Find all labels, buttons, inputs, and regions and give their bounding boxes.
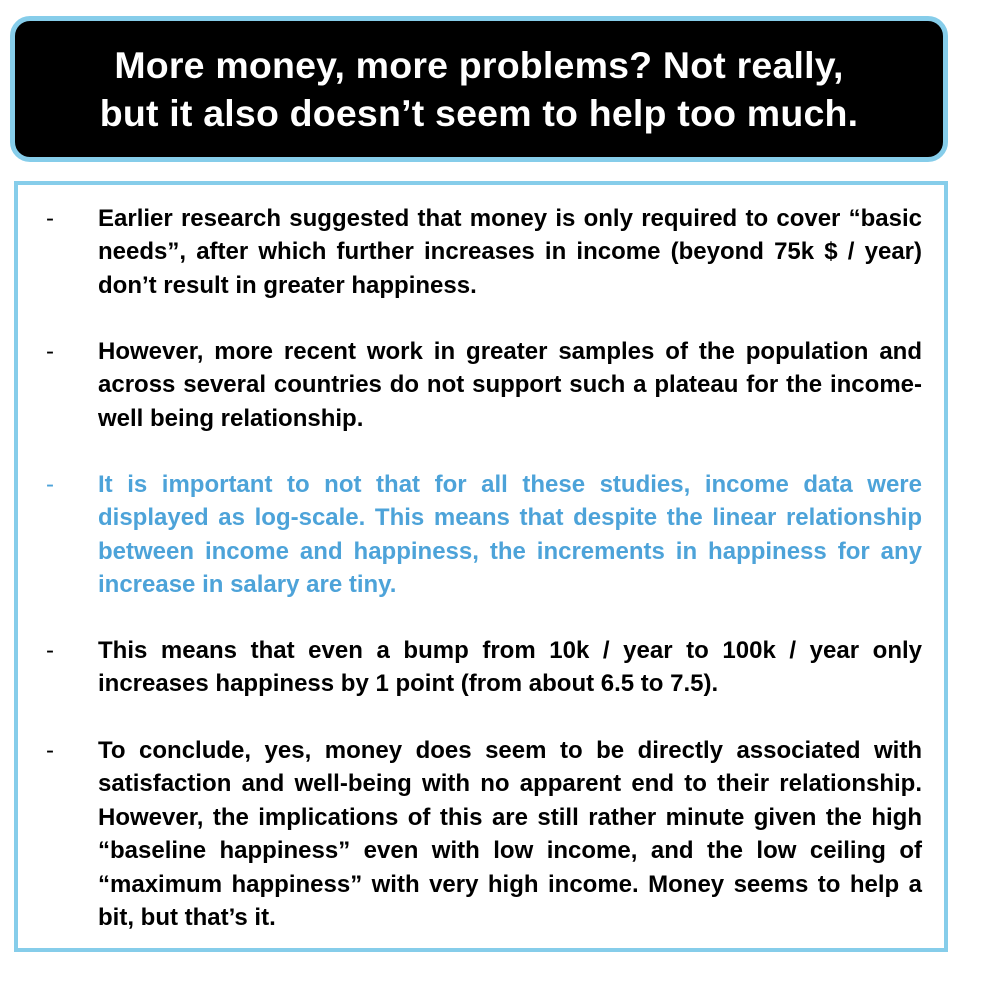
bullet-text: This means that even a bump from 10k / year to 100k / year only increases happiness by 1 point (from about 6.5 to 7.5).: [98, 637, 922, 698]
bullet-marker: -: [46, 471, 54, 498]
bullet-item-log-scale-highlight: [42, 468, 922, 602]
content-panel: [14, 181, 948, 952]
bullet-item-recent-work: [42, 335, 922, 435]
bullet-item-basic-needs: [42, 202, 922, 302]
bullet-marker: -: [46, 637, 54, 664]
slide-title: More money, more problems? Not really, but it also doesn’t seem to help too much.: [99, 44, 859, 134]
bullet-item-income-bump: [42, 634, 922, 701]
bullet-text: To conclude, yes, money does seem to be directly associated with satisfaction and well-being with no apparent end to their relationship. However, the implications of this are still rather minute given the high “baseline happiness” even with low income, and the low ceiling of “maximum happiness” with very high income. Money seems to help a bit, but that’s it.: [98, 737, 922, 932]
bullet-text: Earlier research suggested that money is only required to cover “basic needs”, after which further increases in income (beyond 75k $ / year) don’t result in greater happiness.: [98, 205, 922, 299]
bullet-text: However, more recent work in greater samples of the population and across several countries do not support such a plateau for the income-well being relationship.: [98, 338, 922, 432]
bullet-marker: -: [46, 205, 54, 232]
title-banner: [10, 16, 948, 162]
bullet-marker: -: [46, 338, 54, 365]
bullet-marker: -: [46, 737, 54, 764]
bullet-item-conclusion: [42, 734, 922, 934]
bullet-text: It is important to not that for all these studies, income data were displayed as log-scale. This means that despite the linear relationship between income and happiness, the increments in happiness for any increase in salary are tiny.: [98, 471, 922, 599]
